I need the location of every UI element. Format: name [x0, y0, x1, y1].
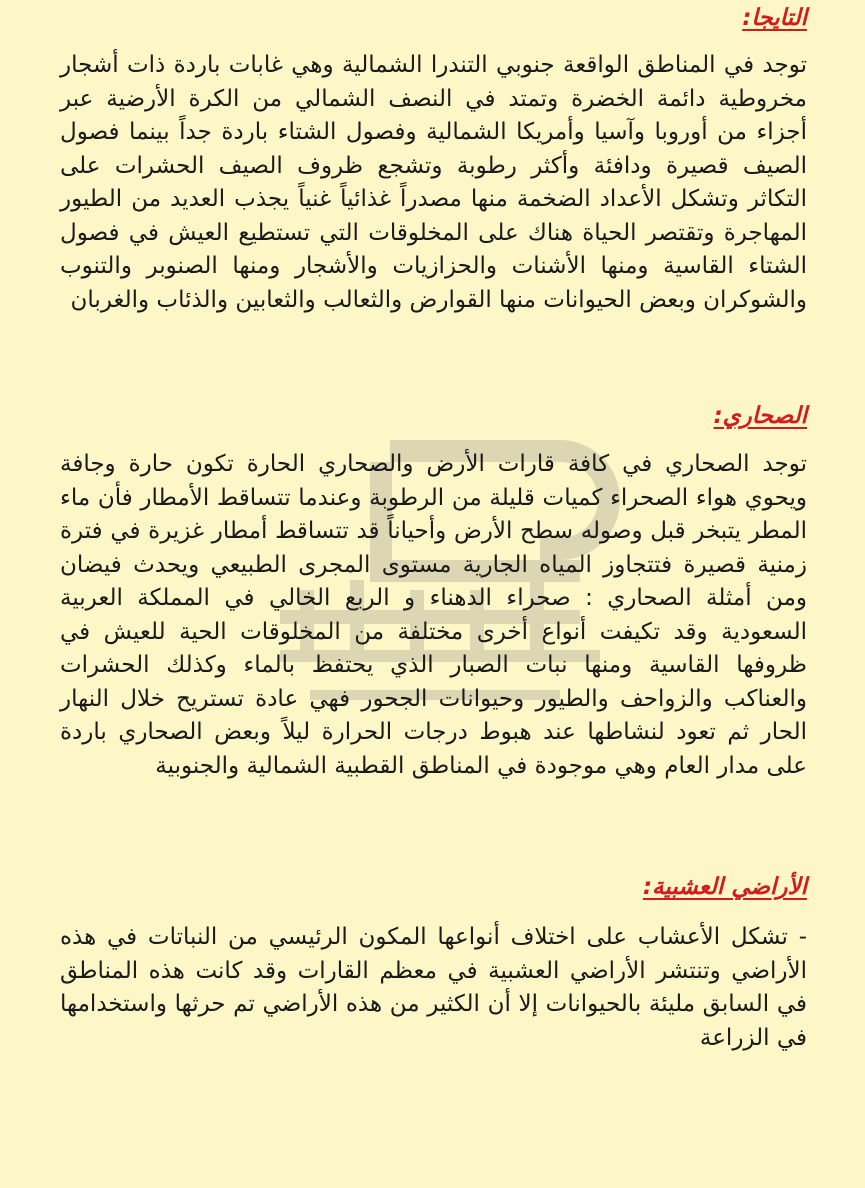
section-body-grasslands: - تشكل الأعشاب على اختلاف أنواعها المكون الرئيسي من النباتات في هذه الأراضي وتنتشر الأراضي العشبية في معظم القارات وقد كانت هذه المناطق في السابق مليئة بالحيوانات إلا أن الكثير من هذه الأراضي تم حرثها واستخدامها في الزراعة	[60, 924, 807, 1051]
section-title-grasslands: الأراضي العشبية:	[642, 874, 807, 900]
section-body-deserts: توجد الصحاري في كافة قارات الأرض والصحاري الحارة تكون حارة وجافة ويحوي هواء الصحراء كميات قليلة من الرطوبة وعندما تتساقط الأمطار فأن ماء المطر يتبخر قبل وصوله سطح الأرض وأحياناً قد تتساقط أمطار غزيرة في فترة زمنية قصيرة فتتجاوز المياه الجارية مستوى المجرى الطبيعي ويحدث فيضان ومن أمثلة الصحاري : صحراء الدهناء و الربع الخالي في المملكة العربية السعودية وقد تكيفت أنواع أخرى مختلفة من المخلوقات الحية للعيش في ظروفها القاسية ومنها نبات الصبار الذي يحتفظ بالماء وكذلك الحشرات والعناكب والزواحف والطيور وحيوانات الجحور فهي عادة تستريح خلال النهار الحار ثم تعود لنشاطها عند هبوط درجات الحرارة ليلاً وبعض الصحاري باردة على مدار العام وهي موجودة في المناطق القطبية الشمالية والجنوبية	[60, 451, 807, 779]
section-title-taiga: التايجا:	[742, 5, 807, 31]
section-body-taiga: توجد في المناطق الواقعة جنوبي التندرا الشمالية وهي غابات باردة ذات أشجار مخروطية دائمة الخضرة وتمتد في النصف الشمالي من الكرة الأرضية عبر أجزاء من أوروبا وآسيا وأمريكا الشمالية وفصول الشتاء باردة جداً بينما فصول الصيف قصيرة ودافئة وأكثر رطوبة وتشجع ظروف الصيف الحشرات على التكاثر وتشكل الأعداد الضخمة منها مصدراً غذائياً غنياً يجذب العديد من الطيور المهاجرة وتقتصر الحياة هناك على المخلوقات التي تستطيع العيش في فصول الشتاء القاسية ومنها الأشنات والحزازيات والأشجار ومنها الصنوبر والتنوب والشوكران وبعض الحيوانات منها القوارض والثعالب والثعابين والذئاب والغربان	[60, 52, 807, 313]
section-title-deserts: الصحاري:	[713, 403, 807, 429]
